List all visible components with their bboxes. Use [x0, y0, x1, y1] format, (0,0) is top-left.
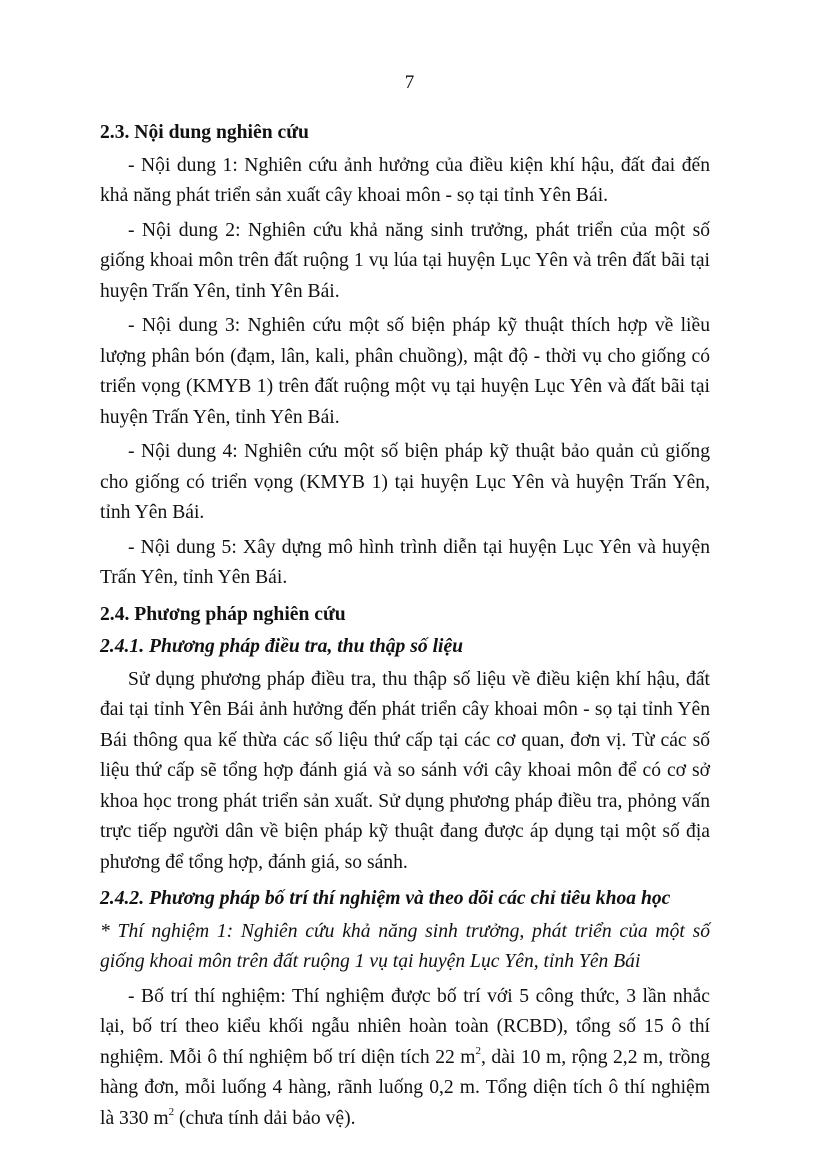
section-heading-2-3: 2.3. Nội dung nghiên cứu [100, 122, 309, 143]
content-item-4: - Nội dung 4: Nghiên cứu một số biện pháp kỹ thuật bảo quản củ giống cho giống có triển vọng (KMYB 1) tại huyện Lục Yên và huyện Trấn Yên, tỉnh Yên Bái. [100, 441, 710, 523]
layout-text-part-1: - Bố trí thí nghiệm: Thí nghiệm được bố trí với 5 công thức, 3 lần nhắc lại, bố trí theo kiểu khối ngẫu nhiên hoàn toàn (RCBD), tổng số 15 ô thí nghiệm. Mỗi ô thí nghiệm bố trí diện tích 22 m [100, 985, 710, 1068]
subsection-heading-2-4-2: 2.4.2. Phương pháp bố trí thí nghiệm và theo dõi các chỉ tiêu khoa học [100, 888, 671, 909]
experiment-1-title: * Thí nghiệm 1: Nghiên cứu khả năng sinh trưởng, phát triển của một số giống khoai môn trên đất ruộng 1 vụ tại huyện Lục Yên, tỉnh Yên Bái [100, 920, 710, 972]
content-item-1: - Nội dung 1: Nghiên cứu ảnh hưởng của điều kiện khí hậu, đất đai đến khả năng phát triển sản xuất cây khoai môn - sọ tại tỉnh Yên Bái. [100, 154, 710, 206]
content-item-5: - Nội dung 5: Xây dựng mô hình trình diễn tại huyện Lục Yên và huyện Trấn Yên, tỉnh Yên Bái. [100, 536, 710, 588]
content-item-3: - Nội dung 3: Nghiên cứu một số biện pháp kỹ thuật thích hợp về liều lượng phân bón (đạm, lân, kali, phân chuồng), mật độ - thời vụ cho giống có triển vọng (KMYB 1) trên đất ruộng một vụ tại huyện Lục Yên và đất bãi tại huyện Trấn Yên, tỉnh Yên Bái. [100, 315, 710, 428]
layout-text-part-3: (chưa tính dải bảo vệ). [174, 1107, 356, 1129]
survey-method-paragraph: Sử dụng phương pháp điều tra, thu thập số liệu về điều kiện khí hậu, đất đai tại tỉnh Yên Bái ảnh hưởng đến phát triển cây khoai môn - sọ tại tỉnh Yên Bái thông qua kế thừa các số liệu thứ cấp tại các cơ quan, đơn vị. Từ các số liệu thứ cấp sẽ tổng hợp đánh giá và so sánh với cây khoai môn để có cơ sở khoa học trong phát triển sản xuất. Sử dụng phương pháp điều tra, phỏng vấn trực tiếp người dân về biện pháp kỹ thuật đang được áp dụng tại một số địa phương để tổng hợp, đánh giá, so sánh. [100, 668, 710, 873]
superscript-squared: 2 [168, 1105, 175, 1118]
page-number: 7 [404, 72, 415, 93]
section-heading-2-4: 2.4. Phương pháp nghiên cứu [100, 603, 346, 625]
content-item-2: - Nội dung 2: Nghiên cứu khả năng sinh trưởng, phát triển của một số giống khoai môn trên đất ruộng 1 vụ lúa tại huyện Lục Yên và trên đất bãi tại huyện Trấn Yên, tỉnh Yên Bái. [100, 219, 710, 302]
experiment-layout-paragraph [100, 982, 710, 1135]
superscript-squared: 2 [475, 1044, 482, 1057]
layout-text-part-2: , dài 10 m, rộng 2,2 m, trồng hàng đơn, mỗi luống 4 hàng, rãnh luống 0,2 m. Tổng diện tích ô thí nghiệm là 330 m [100, 1046, 710, 1129]
document-body [100, 118, 710, 1138]
subsection-heading-2-4-1: 2.4.1. Phương pháp điều tra, thu thập số liệu [100, 636, 464, 657]
